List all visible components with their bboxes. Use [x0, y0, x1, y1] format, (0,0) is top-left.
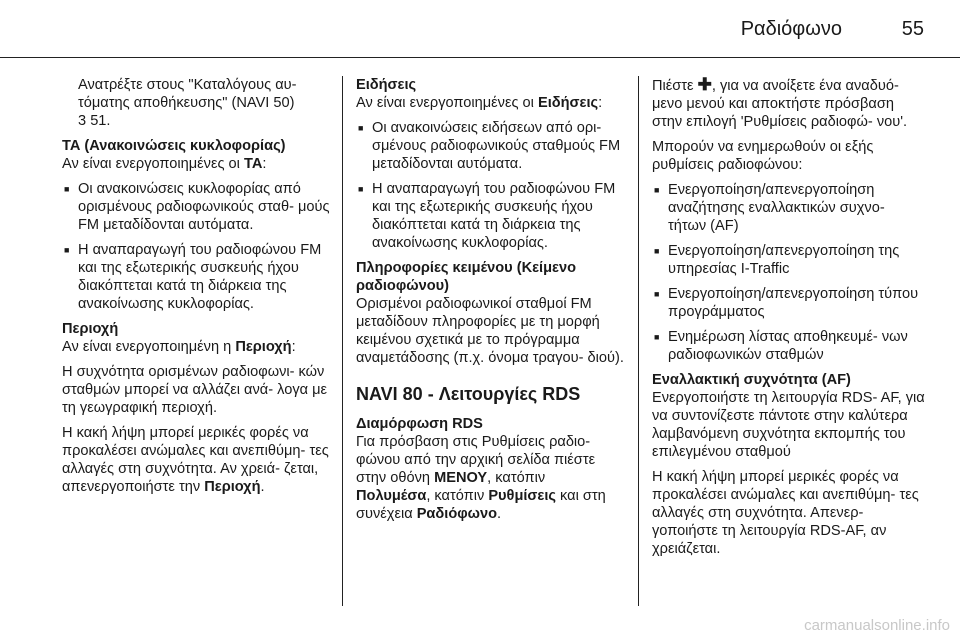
config-bold-settings: Ρυθμίσεις	[488, 488, 556, 504]
column-divider-1	[342, 76, 343, 606]
watermark: carmanualsonline.info	[804, 617, 950, 634]
list-item: ■ Η αναπαραγωγή του ραδιοφώνου FM και της εξωτερικής συσκευής ήχου διακόπτεται κατά τη διάρκεια της ανακοίνωσης κυκλοφορίας.	[356, 180, 624, 252]
header-rule	[0, 57, 960, 58]
af-paragraph-2: Η κακή λήψη μπορεί μερικές φορές να προκαλέσει ανώμαλες και ανεπιθύμη- τες αλλαγές στη συχνότητα. Απενερ- γοποιήστε τη λειτουργία RDS-AF, αν χρειάζεται.	[652, 469, 919, 557]
press-rest-text: , για να ανοίξετε ένα αναδυό- μενο μενού και αποκτήστε πρόσβαση στην επιλογή 'Ρυθμίσεις ραδιοφώ- νου'.	[652, 78, 908, 130]
af-heading: Εναλλακτική συχνότητα (AF)	[652, 372, 851, 388]
list-item: ■ Οι ανακοινώσεις κυκλοφορίας από ορισμένους ραδιοφωνικούς σταθ- μούς FM μεταδίδονται αυτόματα.	[62, 180, 330, 234]
list-item: ■ Ενημέρωση λίστας αποθηκευμέ- νων ραδιοφωνικών σταθμών	[652, 328, 926, 364]
list-item: ■ Ενεργοποίηση/απενεργοποίηση αναζήτησης εναλλακτικών συχνο- τήτων (AF)	[652, 181, 926, 235]
news-lead-bold: Ειδήσεις	[537, 95, 599, 111]
news-lead-end: :	[598, 95, 603, 111]
region-paragraph-2	[62, 424, 330, 496]
press-paragraph	[652, 76, 926, 131]
text-info-heading: Πληροφορίες κειμένου (Κείμενο ραδιοφώνου)	[356, 260, 576, 294]
config-bold-multimedia: Πολυμέσα	[356, 488, 427, 504]
region-p2-bold: Περιοχή	[204, 479, 261, 495]
list-item: ■ Η αναπαραγωγή του ραδιοφώνου FM και της εξωτερικής συσκευής ήχου διακόπτεται κατά τη διάρκεια της ανακοίνωσης κυκλοφορίας.	[62, 241, 330, 313]
region-p2-end: .	[260, 479, 265, 495]
page-number: 55	[901, 18, 924, 40]
region-paragraph-1: Η συχνότητα ορισμένων ραδιοφωνι- κών σταθμών μπορεί να αλλάζει ανά- λογα με τη γεωγραφική περιοχή.	[62, 364, 328, 416]
page-title: Ραδιόφωνο	[740, 18, 842, 40]
ta-lead-text: Αν είναι ενεργοποιημένες οι	[62, 156, 244, 172]
column-3	[652, 76, 926, 565]
press-text: Πιέστε	[652, 78, 698, 94]
region-lead	[62, 338, 330, 356]
ta-heading: ΤΑ (Ανακοινώσεις κυκλοφορίας)	[62, 138, 286, 154]
ref-arrow-icon: 3	[78, 113, 87, 129]
rds-config-heading: Διαμόρφωση RDS	[356, 416, 483, 432]
ta-lead-end: :	[262, 156, 267, 172]
config-bold-menu: ΜΕΝΟΥ	[434, 470, 488, 486]
rds-config-body	[356, 433, 624, 523]
config-text-4: και στη συνέχεια	[356, 488, 606, 522]
region-lead-text: Αν είναι ενεργοποιημένη η	[62, 339, 236, 355]
page-header	[0, 0, 960, 58]
config-text-3: , κατόπιν	[426, 488, 489, 504]
list-item: ■ Ενεργοποίηση/απενεργοποίηση της υπηρεσίας I-Traffic	[652, 242, 926, 278]
region-lead-end: :	[291, 339, 296, 355]
news-bullet-list	[356, 119, 624, 252]
intro-text: Ανατρέξτε στους "Καταλόγους αυ- τόματης αποθήκευσης" (NAVI 50)	[78, 77, 297, 111]
section-title: NAVI 80 - Λειτουργίες RDS	[356, 384, 581, 404]
region-lead-bold: Περιοχή	[235, 339, 292, 355]
list-item: ■ Οι ανακοινώσεις ειδήσεων από ορι- σμένους ραδιοφωνικούς σταθμούς FM μεταδίδονται αυτόματα.	[356, 119, 624, 173]
config-text-5: .	[497, 506, 502, 522]
config-text-2: , κατόπιν	[487, 470, 546, 486]
news-lead-text: Αν είναι ενεργοποιημένες οι	[356, 95, 538, 111]
column-2	[356, 76, 624, 530]
ta-lead-bold: ΤΑ	[243, 156, 263, 172]
ta-bullet-list	[62, 180, 330, 313]
ref-page-link[interactable]: 51.	[90, 113, 111, 129]
news-lead	[356, 94, 624, 112]
list-item: ■ Ενεργοποίηση/απενεργοποίηση τύπου προγράμματος	[652, 285, 926, 321]
ta-lead	[62, 155, 330, 173]
plus-icon: ✚	[697, 75, 712, 94]
news-heading: Ειδήσεις	[356, 77, 417, 93]
column-1	[62, 76, 330, 503]
text-info-body: Ορισμένοι ραδιοφωνικοί σταθμοί FM μεταδίδουν πληροφορίες με τη μορφή κειμένου σχετικά με το πρόγραμμα αναμετάδοσης (π.χ. όνομα τραγου- διού).	[356, 296, 624, 366]
config-bold-radio: Ραδιόφωνο	[416, 506, 498, 522]
column-divider-2	[638, 76, 639, 606]
af-paragraph-1: Ενεργοποιήστε τη λειτουργία RDS- AF, για να συντονίζεστε πάντοτε στην καλύτερα λαμβανόμενη συχνότητα εκπομπής του επιλεγμένου σταθμού	[652, 390, 925, 460]
region-p2-text: Η κακή λήψη μπορεί μερικές φορές να προκαλέσει ανώμαλες και ανεπιθύμη- τες αλλαγές στη συχνότητα. Αν χρειά- ζεται, απενεργοποιήστε την	[62, 425, 329, 495]
intro-paragraph	[62, 76, 330, 130]
config-text-1: Για πρόσβαση στις Ρυθμίσεις ραδιο- φώνου από την αρχική σελίδα πιέστε στην οθόνη	[356, 434, 596, 486]
region-heading: Περιοχή	[62, 321, 119, 337]
settings-bullet-list	[652, 181, 926, 364]
settings-intro: Μπορούν να ενημερωθούν οι εξής ρυθμίσεις ραδιοφώνου:	[652, 139, 874, 173]
